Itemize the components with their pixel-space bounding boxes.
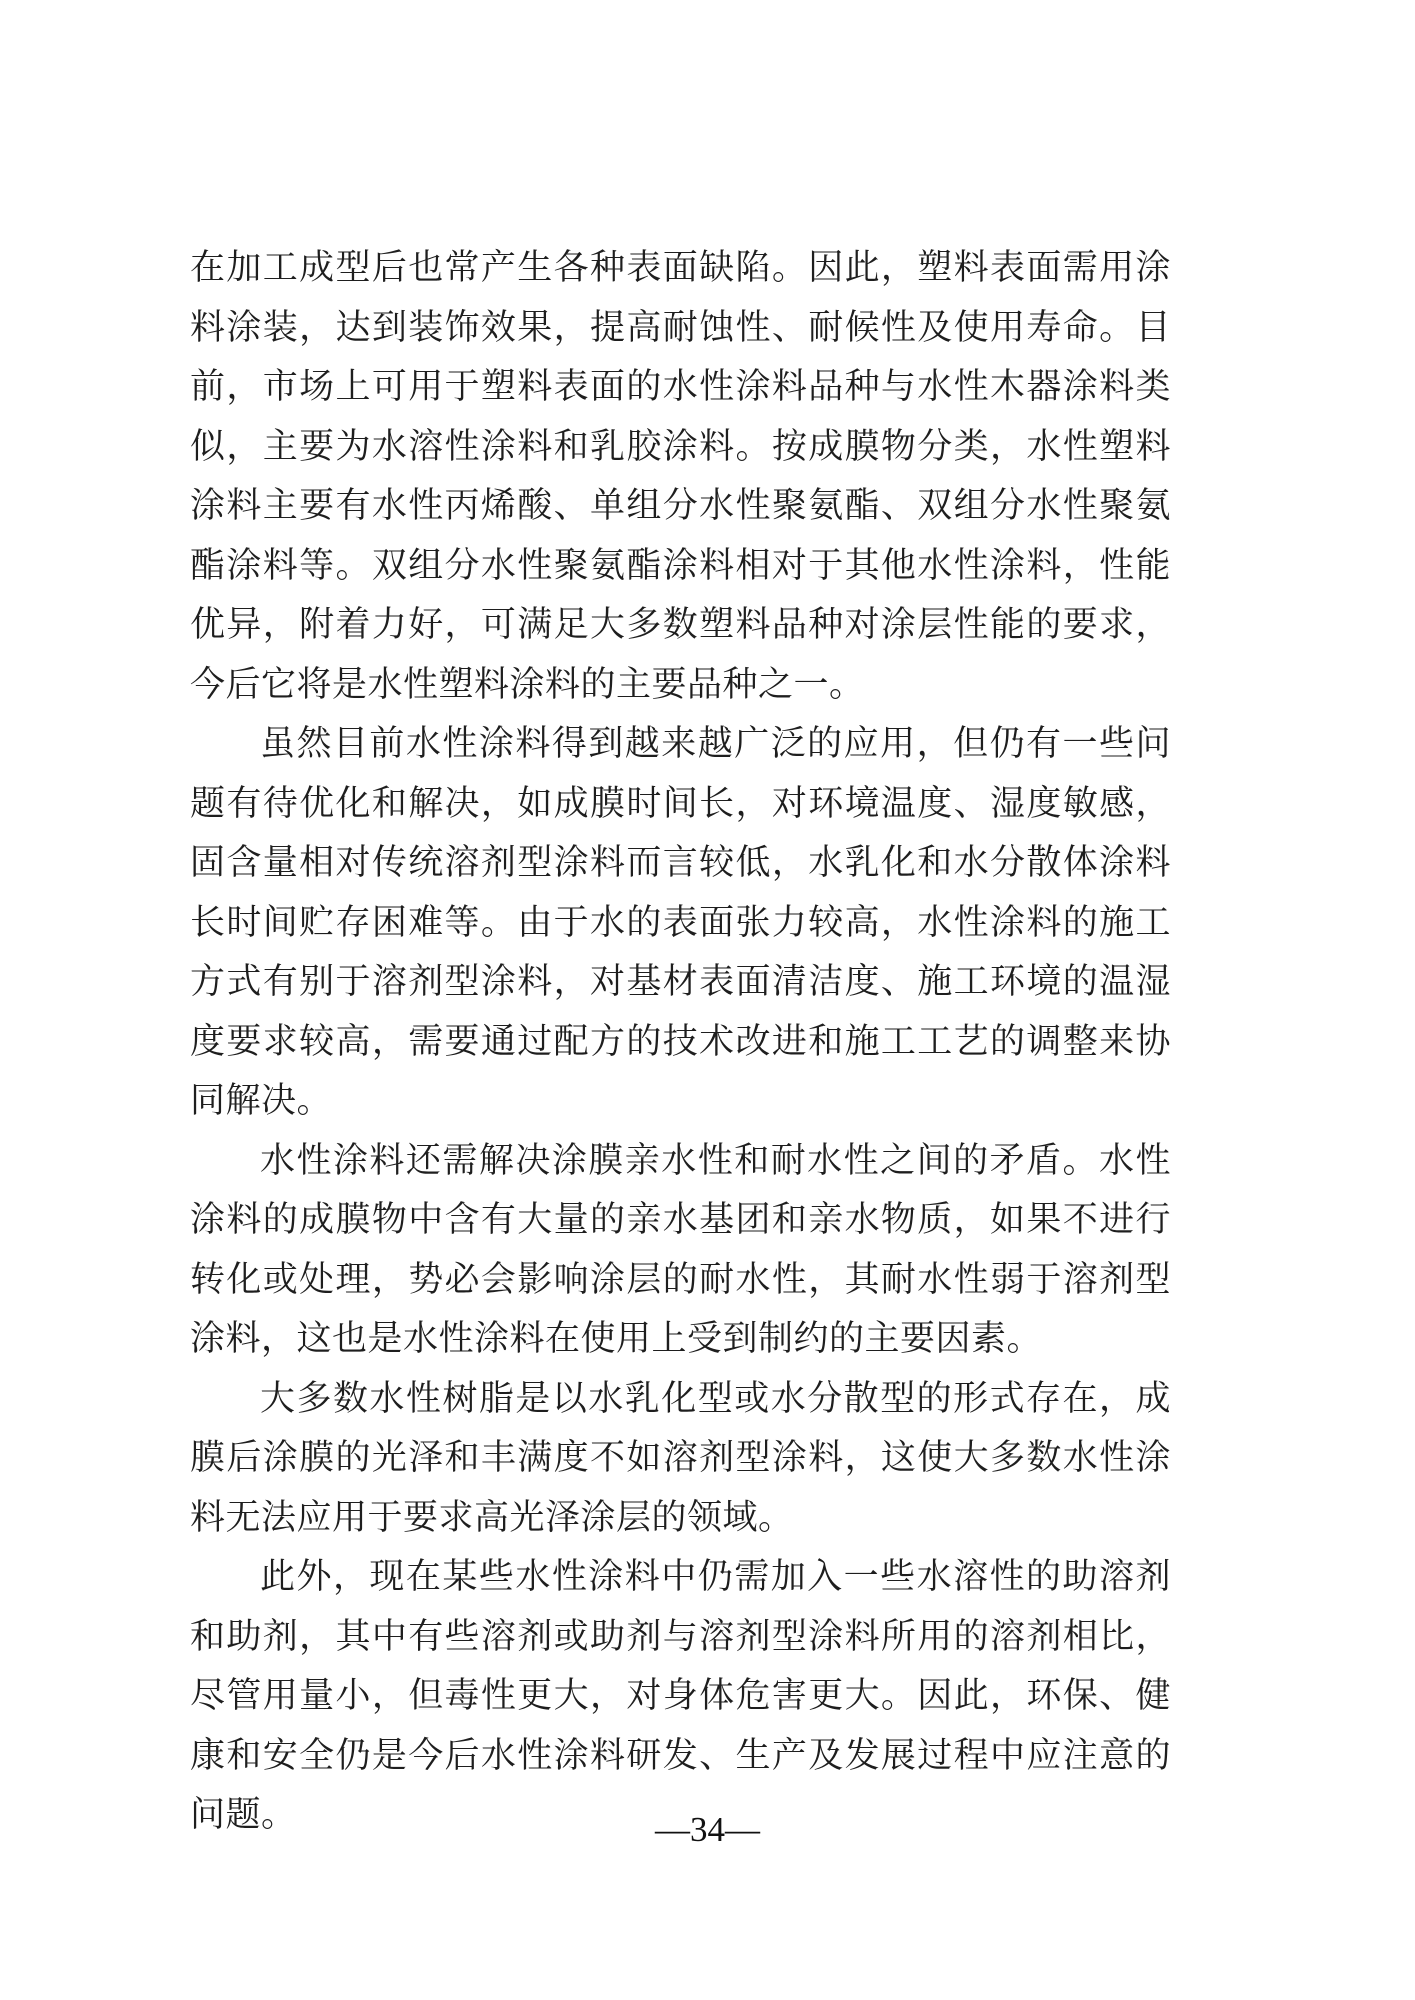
- paragraph-2: 虽然目前水性涂料得到越来越广泛的应用，但仍有一些问题有待优化和解决，如成膜时间长，对环境温度、湿度敏感，固含量相对传统溶剂型涂料而言较低，水乳化和水分散体涂料长时间贮存困难等。由于水的表面张力较高，水性涂料的施工方式有别于溶剂型涂料，对基材表面清洁度、施工环境的温湿度要求较高，需要通过配方的技术改进和施工工艺的调整来协同解决。: [190, 724, 1171, 1120]
- text-block: [190, 238, 1171, 1845]
- paragraph-1: 在加工成型后也常产生各种表面缺陷。因此，塑料表面需用涂料涂装，达到装饰效果，提高耐蚀性、耐候性及使用寿命。目前，市场上可用于塑料表面的水性涂料品种与水性木器涂料类似，主要为水溶性涂料和乳胶涂料。按成膜物分类，水性塑料涂料主要有水性丙烯酸、单组分水性聚氨酯、双组分水性聚氨酯涂料等。双组分水性聚氨酯涂料相对于其他水性涂料，性能优异，附着力好，可满足大多数塑料品种对涂层性能的要求，今后它将是水性塑料涂料的主要品种之一。: [190, 248, 1171, 704]
- page-footer: [0, 1808, 1415, 1852]
- paragraph-5: 此外，现在某些水性涂料中仍需加入一些水溶性的助溶剂和助剂，其中有些溶剂或助剂与溶剂型涂料所用的溶剂相比，尽管用量小，但毒性更大，对身体危害更大。因此，环保、健康和安全仍是今后水性涂料研发、生产及发展过程中应注意的问题。: [190, 1557, 1171, 1834]
- paragraph-3: 水性涂料还需解决涂膜亲水性和耐水性之间的矛盾。水性涂料的成膜物中含有大量的亲水基团和亲水物质，如果不进行转化或处理，势必会影响涂层的耐水性，其耐水性弱于溶剂型涂料，这也是水性涂料在使用上受到制约的主要因素。: [190, 1140, 1171, 1358]
- paragraph-4: 大多数水性树脂是以水乳化型或水分散型的形式存在，成膜后涂膜的光泽和丰满度不如溶剂型涂料，这使大多数水性涂料无法应用于要求高光泽涂层的领域。: [190, 1378, 1171, 1537]
- page-number: —34—: [655, 1810, 760, 1849]
